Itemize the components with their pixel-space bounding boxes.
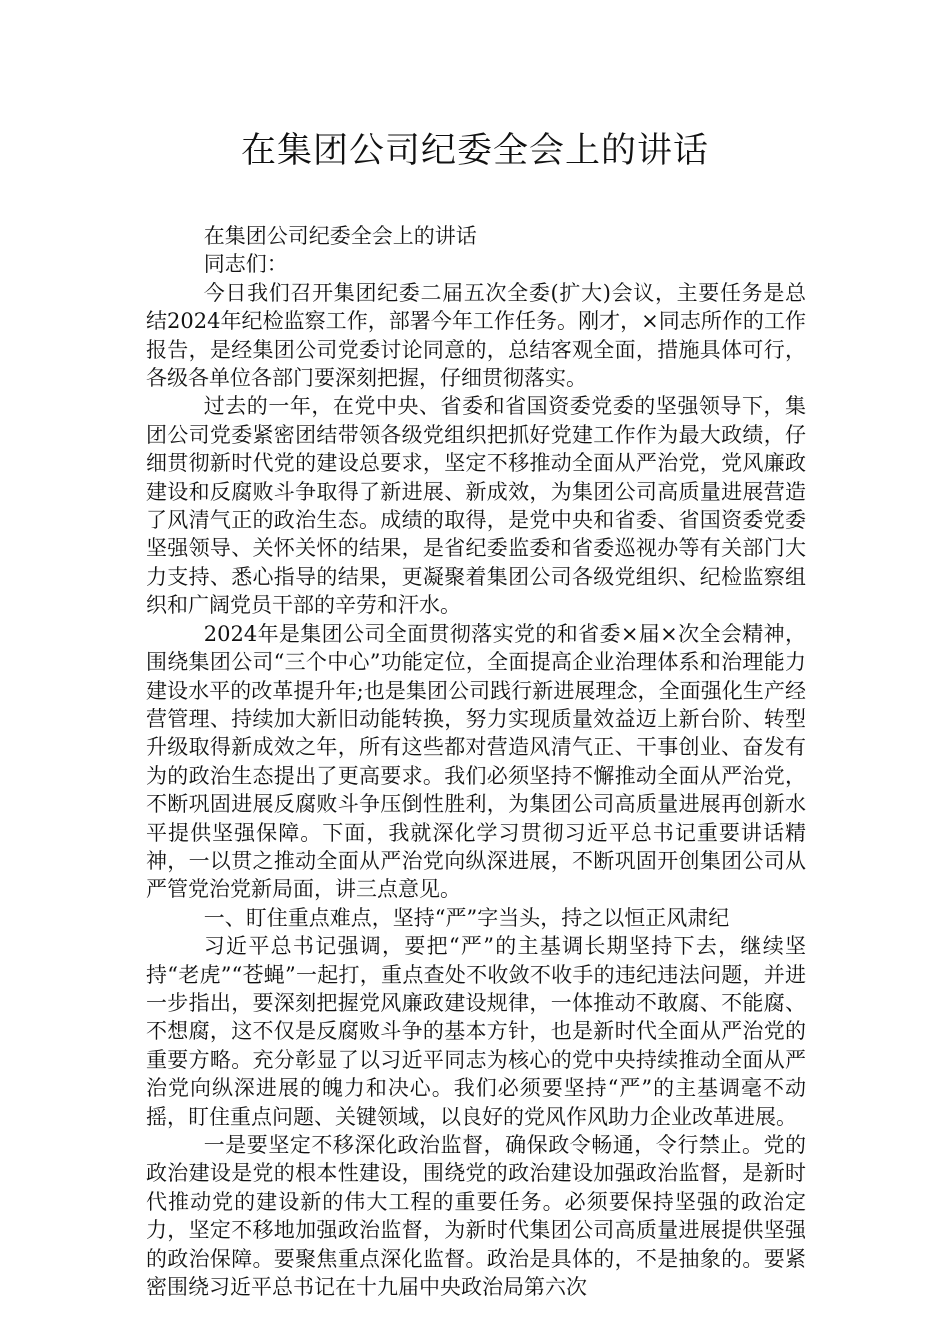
- document-body: [146, 222, 806, 1301]
- body-paragraph: 今日我们召开集团纪委二届五次全委(扩大)会议，主要任务是总结2024年纪检监察工作，部署今年工作任务。刚才，×同志所作的工作报告，是经集团公司党委讨论同意的，总结客观全面，措施具体可行，各级各单位各部门要深刻把握，仔细贯彻落实。: [146, 280, 806, 391]
- body-paragraph: 过去的一年，在党中央、省委和省国资委党委的坚强领导下，集团公司党委紧密团结带领各级党组织把抓好党建工作作为最大政绩，仔细贯彻新时代党的建设总要求，坚定不移推动全面从严治党，党风廉政建设和反腐败斗争取得了新进展、新成效，为集团公司高质量进展营造了风清气正的政治生态。成绩的取得，是党中央和省委、省国资委党委坚强领导、关怀关怀的结果，是省纪委监委和省委巡视办等有关部门大力支持、悉心指导的结果，更凝聚着集团公司各级党组织、纪检监察组织和广阔党员干部的辛劳和汗水。: [146, 394, 806, 618]
- document-title: 在集团公司纪委全会上的讲话: [240, 131, 709, 171]
- body-paragraph: 一是要坚定不移深化政治监督，确保政令畅通，令行禁止。党的政治建设是党的根本性建设，围绕党的政治建设加强政治监督，是新时代推动党的建设新的伟大工程的重要任务。必须要保持坚强的政治定力，坚定不移地加强政治监督，为新时代集团公司高质量进展提供坚强的政治保障。要聚焦重点深化监督。政治是具体的，不是抽象的。要紧密围绕习近平总书记在十九届中央政治局第六次: [146, 1133, 806, 1300]
- salutation-paragraph: 同志们：: [203, 252, 288, 277]
- body-paragraph: 2024年是集团公司全面贯彻落实党的和省委×届×次全会精神，围绕集团公司“三个中心”功能定位，全面提高企业治理体系和治理能力建设水平的改革提升年;也是集团公司践行新进展理念，全面强化生产经营管理、持续加大新旧动能转换，努力实现质量效益迈上新台阶、转型升级取得新成效之年，所有这些都对营造风清气正、干事创业、奋发有为的政治生态提出了更高要求。我们必须坚持不懈推动全面从严治党，不断巩固进展反腐败斗争压倒性胜利，为集团公司高质量进展再创新水平提供坚强保障。下面，我就深化学习贯彻习近平总书记重要讲话精神，一以贯之推动全面从严治党向纵深进展，不断巩固开创集团公司从严管党治党新局面，讲三点意见。: [146, 621, 806, 902]
- subtitle-paragraph: 在集团公司纪委全会上的讲话: [203, 224, 477, 248]
- section-heading: 一、盯住重点难点，坚持“严”字当头，持之以恒正风肃纪: [203, 905, 730, 930]
- body-paragraph: 习近平总书记强调，要把“严”的主基调长期坚持下去，继续坚持“老虎”“苍蝇”一起打，重点查处不收敛不收手的违纪违法问题，并进一步指出，要深刻把握党风廉政建设规律，一体推动不敢腐、不能腐、不想腐，这不仅是反腐败斗争的基本方针，也是新时代全面从严治党的重要方略。充分彰显了以习近平同志为核心的党中央持续推动全面从严治党向纵深进展的魄力和决心。我们必须要坚持“严”的主基调毫不动摇，盯住重点问题、关键领域，以良好的党风作风助力企业改革进展。: [146, 934, 806, 1129]
